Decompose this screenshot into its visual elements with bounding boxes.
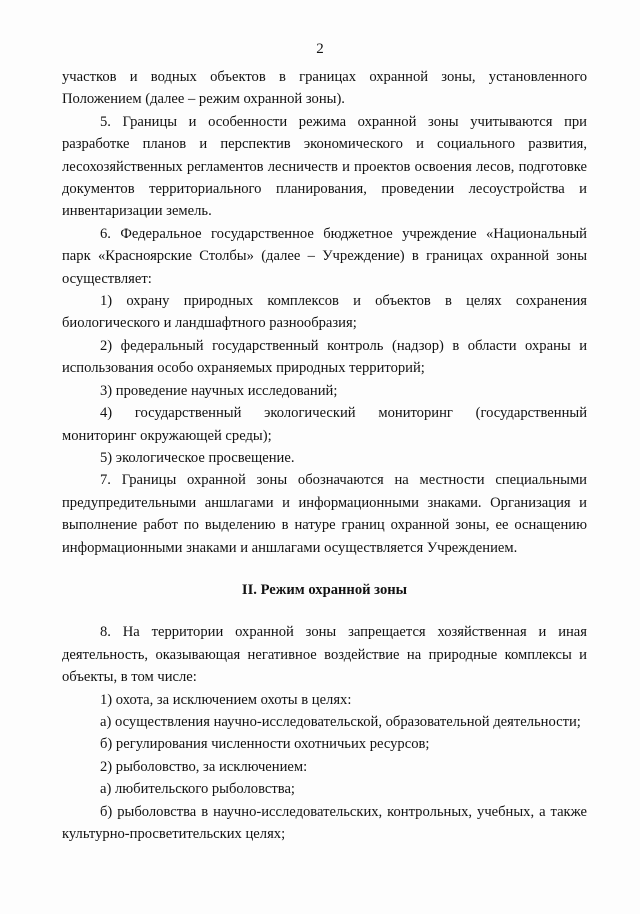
subitem-8-2-a: а) любительского рыболовства; bbox=[100, 781, 295, 798]
subitem-8-2: 2) рыболовство, за исключением: bbox=[100, 758, 308, 775]
subitem-6-3: 3) проведение научных исследований; bbox=[100, 382, 338, 399]
paragraph-item-6: 6. Федеральное государственное бюджетное учреждение «Национальный парк «Красноярские Столбы» (далее – Учреждение) в границах охранной зоны осуществляет: bbox=[62, 225, 587, 287]
paragraph-continuation: участков и водных объектов в границах охранной зоны, установленного Положением (далее – режим охранной зоны). bbox=[62, 69, 587, 108]
subitem-6-5: 5) экологическое просвещение. bbox=[100, 449, 295, 466]
subitem-6-2: 2) федеральный государственный контроль (надзор) в области охраны и использования особо охраняемых природных территорий; bbox=[62, 337, 587, 377]
paragraph-item-8: 8. На территории охранной зоны запрещается хозяйственная и иная деятельность, оказывающая негативное воздействие на природные комплексы и объекты, в том числе: bbox=[62, 624, 587, 686]
spacer bbox=[62, 601, 587, 621]
subitem-6-4: 4) государственный экологический мониторинг (государственный мониторинг окружающей среды); bbox=[62, 405, 587, 444]
paragraph-item-7: 7. Границы охранной зоны обозначаются на местности специальными предупредительными аншлагами и информационными знаками. Организация и выполнение работ по выделению в натуре границ охранной зоны, ее оснащению информационными знаками и аншлагами осуществляется Учреждением. bbox=[62, 472, 587, 556]
spacer bbox=[62, 559, 587, 579]
subitem-8-1-a: а) осуществления научно-исследовательской, образовательной деятельности; bbox=[100, 713, 581, 730]
paragraph-item-5: 5. Границы и особенности режима охранной зоны учитываются при разработке планов и перспектив экономического и социального развития, лесохозяйственных регламентов лесничеств и проектов освоения лесов, подготовке документов территориального планирования, проведении лесоустройства и инвентаризации земель. bbox=[62, 113, 587, 220]
document-body bbox=[62, 66, 587, 845]
page-number: 2 bbox=[316, 41, 324, 57]
section-heading: II. Режим охранной зоны bbox=[241, 581, 408, 598]
subitem-6-1: 1) охрану природных комплексов и объектов в целях сохранения биологического и ландшафтного разнообразия; bbox=[62, 293, 587, 332]
subitem-8-2-b: б) рыболовства в научно-исследовательских, контрольных, учебных, а также культурно-просветительских целях; bbox=[62, 803, 587, 842]
subitem-8-1: 1) охота, за исключением охоты в целях: bbox=[100, 691, 352, 708]
subitem-8-1-b: б) регулирования численности охотничьих ресурсов; bbox=[100, 736, 430, 753]
